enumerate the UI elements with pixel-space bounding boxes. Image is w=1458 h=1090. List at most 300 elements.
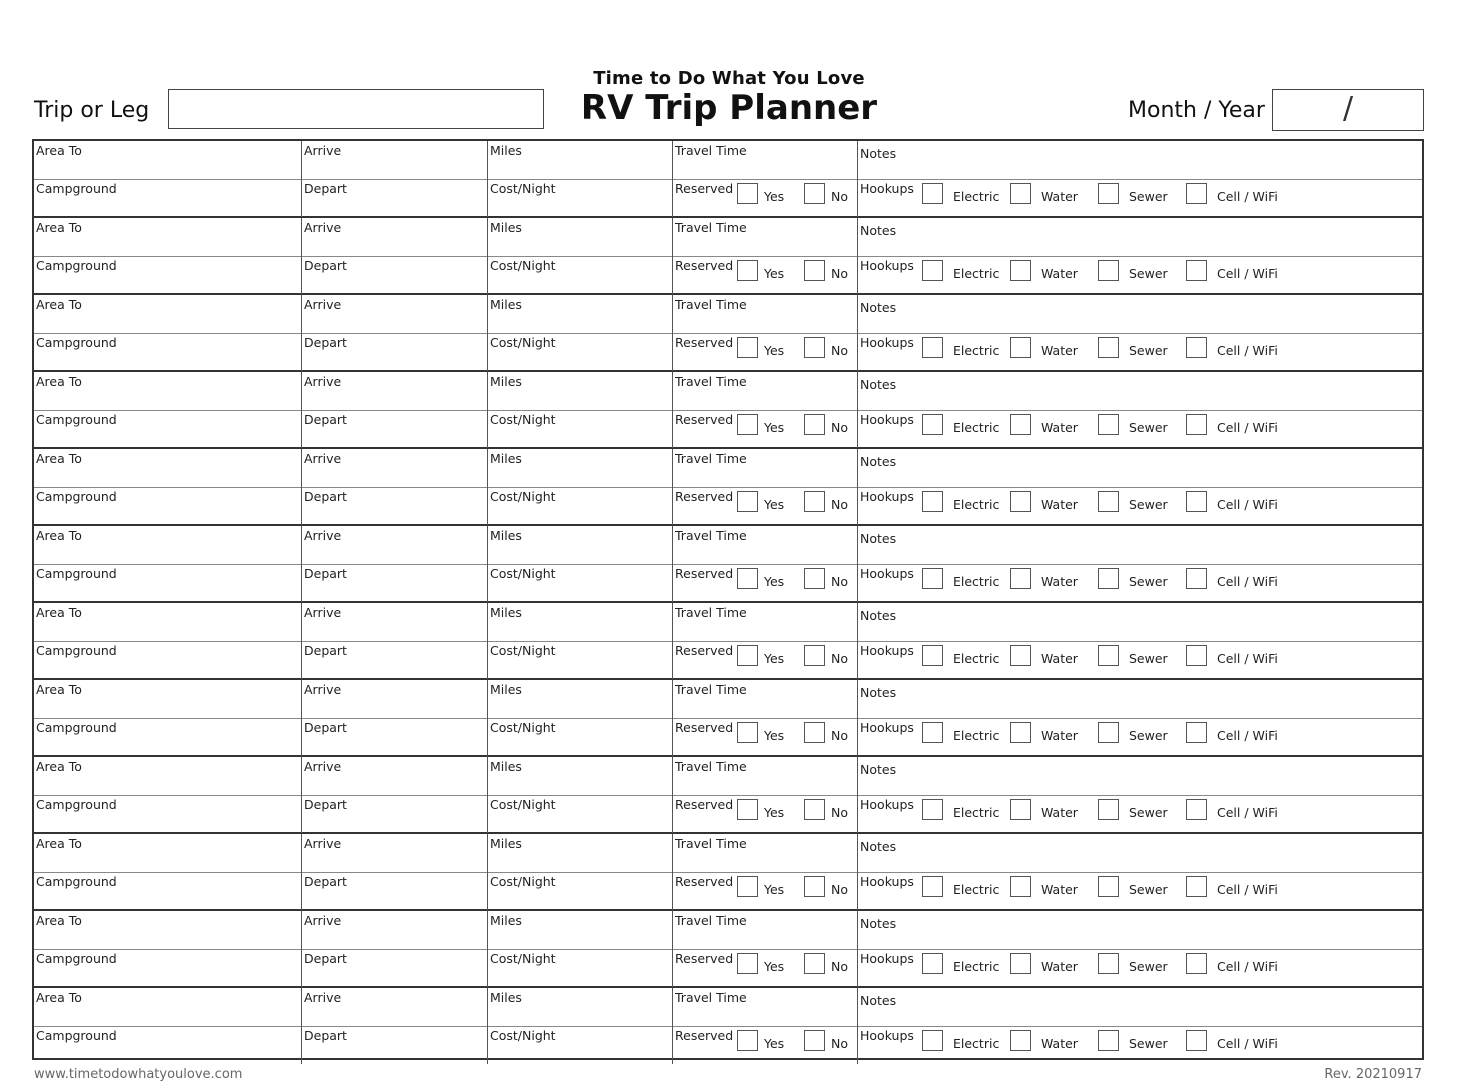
water-checkbox[interactable] bbox=[1010, 722, 1031, 743]
electric-checkbox[interactable] bbox=[922, 645, 943, 666]
water-label: Water bbox=[1041, 651, 1078, 666]
cell-wifi-label: Cell / WiFi bbox=[1217, 189, 1278, 204]
depart-label: Depart bbox=[304, 489, 347, 504]
reserved-yes-checkbox[interactable] bbox=[737, 953, 758, 974]
cost-night-field[interactable] bbox=[488, 795, 673, 833]
notes-field[interactable] bbox=[858, 218, 1422, 256]
trip-entry-top-row bbox=[34, 141, 1422, 180]
area-to-field[interactable] bbox=[34, 834, 302, 872]
hookups-label: Hookups bbox=[860, 258, 914, 273]
campground-field[interactable] bbox=[34, 333, 302, 371]
reserved-no-checkbox[interactable] bbox=[804, 953, 825, 974]
area-to-field[interactable] bbox=[34, 911, 302, 949]
reserved-no-label: No bbox=[831, 651, 848, 666]
cell-wifi-checkbox[interactable] bbox=[1186, 568, 1207, 589]
notes-field[interactable] bbox=[858, 372, 1422, 410]
miles-label: Miles bbox=[490, 374, 522, 389]
travel-time-label: Travel Time bbox=[675, 605, 747, 620]
campground-field[interactable] bbox=[34, 564, 302, 602]
trip-entry-top-row bbox=[34, 449, 1422, 488]
cost-night-field[interactable] bbox=[488, 333, 673, 371]
reserved-yes-label: Yes bbox=[764, 1036, 785, 1051]
depart-field[interactable] bbox=[302, 795, 488, 833]
reserved-field bbox=[673, 641, 858, 679]
reserved-no-checkbox[interactable] bbox=[804, 722, 825, 743]
trip-entry-top-row bbox=[34, 218, 1422, 257]
campground-field[interactable] bbox=[34, 410, 302, 448]
notes-field[interactable] bbox=[858, 449, 1422, 487]
hookups-field bbox=[858, 795, 1422, 833]
reserved-no-checkbox[interactable] bbox=[804, 183, 825, 204]
trip-entry-bottom-row bbox=[34, 795, 1422, 833]
trip-entry-bottom-row bbox=[34, 410, 1422, 448]
trip-entry-top-row bbox=[34, 911, 1422, 950]
campground-field[interactable] bbox=[34, 949, 302, 987]
arrive-label: Arrive bbox=[304, 528, 342, 543]
trip-entry-top-row bbox=[34, 295, 1422, 334]
reserved-yes-checkbox[interactable] bbox=[737, 568, 758, 589]
water-checkbox[interactable] bbox=[1010, 645, 1031, 666]
cost-night-label: Cost/Night bbox=[490, 797, 556, 812]
page-title: RV Trip Planner bbox=[580, 88, 878, 128]
miles-field[interactable] bbox=[488, 526, 673, 564]
campground-label: Campground bbox=[36, 489, 117, 504]
cost-night-field[interactable] bbox=[488, 564, 673, 602]
cell-wifi-label: Cell / WiFi bbox=[1217, 497, 1278, 512]
reserved-field bbox=[673, 487, 858, 525]
sewer-label: Sewer bbox=[1129, 574, 1168, 589]
water-label: Water bbox=[1041, 805, 1078, 820]
notes-label: Notes bbox=[860, 223, 897, 238]
water-label: Water bbox=[1041, 497, 1078, 512]
reserved-field bbox=[673, 1026, 858, 1064]
arrive-label: Arrive bbox=[304, 836, 342, 851]
notes-field[interactable] bbox=[858, 988, 1422, 1026]
campground-field[interactable] bbox=[34, 179, 302, 217]
depart-field[interactable] bbox=[302, 718, 488, 756]
cell-wifi-label: Cell / WiFi bbox=[1217, 420, 1278, 435]
hookups-label: Hookups bbox=[860, 643, 914, 658]
cost-night-label: Cost/Night bbox=[490, 489, 556, 504]
reserved-yes-checkbox[interactable] bbox=[737, 799, 758, 820]
travel-time-label: Travel Time bbox=[675, 990, 747, 1005]
reserved-yes-checkbox[interactable] bbox=[737, 183, 758, 204]
reserved-label: Reserved bbox=[675, 643, 734, 658]
miles-field[interactable] bbox=[488, 218, 673, 256]
electric-label: Electric bbox=[953, 959, 1000, 974]
arrive-field[interactable] bbox=[302, 295, 488, 333]
reserved-label: Reserved bbox=[675, 181, 734, 196]
water-checkbox[interactable] bbox=[1010, 953, 1031, 974]
electric-checkbox[interactable] bbox=[922, 722, 943, 743]
depart-label: Depart bbox=[304, 874, 347, 889]
trip-entry-top-row bbox=[34, 526, 1422, 565]
cost-night-field[interactable] bbox=[488, 949, 673, 987]
sewer-checkbox[interactable] bbox=[1098, 876, 1119, 897]
reserved-no-label: No bbox=[831, 959, 848, 974]
sewer-checkbox[interactable] bbox=[1098, 799, 1119, 820]
reserved-yes-label: Yes bbox=[764, 651, 785, 666]
notes-label: Notes bbox=[860, 377, 897, 392]
depart-field[interactable] bbox=[302, 564, 488, 602]
reserved-no-checkbox[interactable] bbox=[804, 414, 825, 435]
sewer-checkbox[interactable] bbox=[1098, 645, 1119, 666]
trip-entry bbox=[34, 372, 1422, 449]
campground-label: Campground bbox=[36, 335, 117, 350]
travel-time-field[interactable] bbox=[673, 526, 858, 564]
notes-field[interactable] bbox=[858, 757, 1422, 795]
travel-time-field[interactable] bbox=[673, 449, 858, 487]
cost-night-field[interactable] bbox=[488, 872, 673, 910]
electric-checkbox[interactable] bbox=[922, 568, 943, 589]
cost-night-field[interactable] bbox=[488, 641, 673, 679]
hookups-label: Hookups bbox=[860, 335, 914, 350]
sewer-checkbox[interactable] bbox=[1098, 414, 1119, 435]
trip-entry-bottom-row bbox=[34, 872, 1422, 910]
cost-night-label: Cost/Night bbox=[490, 335, 556, 350]
reserved-field bbox=[673, 872, 858, 910]
trip-entry-top-row bbox=[34, 372, 1422, 411]
hookups-field bbox=[858, 256, 1422, 294]
area-to-field[interactable] bbox=[34, 680, 302, 718]
cell-wifi-checkbox[interactable] bbox=[1186, 645, 1207, 666]
arrive-field[interactable] bbox=[302, 526, 488, 564]
reserved-no-checkbox[interactable] bbox=[804, 799, 825, 820]
cost-night-field[interactable] bbox=[488, 410, 673, 448]
water-checkbox[interactable] bbox=[1010, 1030, 1031, 1051]
reserved-no-checkbox[interactable] bbox=[804, 645, 825, 666]
water-checkbox[interactable] bbox=[1010, 491, 1031, 512]
arrive-field[interactable] bbox=[302, 603, 488, 641]
electric-checkbox[interactable] bbox=[922, 337, 943, 358]
cell-wifi-checkbox[interactable] bbox=[1186, 414, 1207, 435]
reserved-yes-label: Yes bbox=[764, 805, 785, 820]
depart-field[interactable] bbox=[302, 179, 488, 217]
miles-field[interactable] bbox=[488, 834, 673, 872]
reserved-label: Reserved bbox=[675, 797, 734, 812]
travel-time-field[interactable] bbox=[673, 911, 858, 949]
area-to-field[interactable] bbox=[34, 295, 302, 333]
travel-time-label: Travel Time bbox=[675, 682, 747, 697]
hookups-field bbox=[858, 641, 1422, 679]
sewer-checkbox[interactable] bbox=[1098, 491, 1119, 512]
reserved-yes-checkbox[interactable] bbox=[737, 645, 758, 666]
campground-field[interactable] bbox=[34, 718, 302, 756]
sewer-checkbox[interactable] bbox=[1098, 337, 1119, 358]
arrive-field[interactable] bbox=[302, 680, 488, 718]
depart-label: Depart bbox=[304, 643, 347, 658]
sewer-checkbox[interactable] bbox=[1098, 260, 1119, 281]
cost-night-field[interactable] bbox=[488, 179, 673, 217]
water-label: Water bbox=[1041, 574, 1078, 589]
travel-time-field[interactable] bbox=[673, 372, 858, 410]
reserved-no-checkbox[interactable] bbox=[804, 876, 825, 897]
cost-night-field[interactable] bbox=[488, 718, 673, 756]
travel-time-field[interactable] bbox=[673, 141, 858, 179]
travel-time-field[interactable] bbox=[673, 295, 858, 333]
reserved-field bbox=[673, 256, 858, 294]
electric-checkbox[interactable] bbox=[922, 876, 943, 897]
sewer-checkbox[interactable] bbox=[1098, 568, 1119, 589]
area-to-label: Area To bbox=[36, 374, 82, 389]
cell-wifi-label: Cell / WiFi bbox=[1217, 1036, 1278, 1051]
reserved-yes-label: Yes bbox=[764, 343, 785, 358]
reserved-yes-checkbox[interactable] bbox=[737, 260, 758, 281]
electric-checkbox[interactable] bbox=[922, 953, 943, 974]
campground-label: Campground bbox=[36, 874, 117, 889]
reserved-yes-checkbox[interactable] bbox=[737, 337, 758, 358]
water-checkbox[interactable] bbox=[1010, 260, 1031, 281]
arrive-field[interactable] bbox=[302, 757, 488, 795]
area-to-field[interactable] bbox=[34, 141, 302, 179]
electric-label: Electric bbox=[953, 574, 1000, 589]
travel-time-field[interactable] bbox=[673, 218, 858, 256]
electric-label: Electric bbox=[953, 882, 1000, 897]
area-to-label: Area To bbox=[36, 913, 82, 928]
cell-wifi-checkbox[interactable] bbox=[1186, 491, 1207, 512]
area-to-label: Area To bbox=[36, 836, 82, 851]
travel-time-field[interactable] bbox=[673, 680, 858, 718]
electric-label: Electric bbox=[953, 651, 1000, 666]
miles-label: Miles bbox=[490, 759, 522, 774]
depart-label: Depart bbox=[304, 258, 347, 273]
reserved-label: Reserved bbox=[675, 566, 734, 581]
depart-label: Depart bbox=[304, 720, 347, 735]
cell-wifi-checkbox[interactable] bbox=[1186, 722, 1207, 743]
reserved-yes-label: Yes bbox=[764, 420, 785, 435]
cost-night-field[interactable] bbox=[488, 487, 673, 525]
travel-time-label: Travel Time bbox=[675, 836, 747, 851]
electric-checkbox[interactable] bbox=[922, 799, 943, 820]
depart-field[interactable] bbox=[302, 256, 488, 294]
miles-field[interactable] bbox=[488, 449, 673, 487]
arrive-label: Arrive bbox=[304, 682, 342, 697]
area-to-field[interactable] bbox=[34, 757, 302, 795]
campground-field[interactable] bbox=[34, 872, 302, 910]
cell-wifi-checkbox[interactable] bbox=[1186, 953, 1207, 974]
reserved-field bbox=[673, 410, 858, 448]
campground-field[interactable] bbox=[34, 795, 302, 833]
trip-entry-bottom-row bbox=[34, 256, 1422, 294]
trip-input[interactable] bbox=[168, 89, 544, 129]
reserved-no-label: No bbox=[831, 420, 848, 435]
notes-label: Notes bbox=[860, 454, 897, 469]
hookups-label: Hookups bbox=[860, 1028, 914, 1043]
month-year-input[interactable]: / bbox=[1272, 89, 1424, 131]
hookups-label: Hookups bbox=[860, 566, 914, 581]
trip-entry bbox=[34, 603, 1422, 680]
hookups-label: Hookups bbox=[860, 951, 914, 966]
miles-field[interactable] bbox=[488, 603, 673, 641]
depart-label: Depart bbox=[304, 412, 347, 427]
depart-field[interactable] bbox=[302, 872, 488, 910]
miles-field[interactable] bbox=[488, 295, 673, 333]
trip-entry-bottom-row bbox=[34, 641, 1422, 679]
campground-label: Campground bbox=[36, 181, 117, 196]
electric-checkbox[interactable] bbox=[922, 183, 943, 204]
area-to-label: Area To bbox=[36, 220, 82, 235]
depart-field[interactable] bbox=[302, 1026, 488, 1064]
campground-label: Campground bbox=[36, 412, 117, 427]
miles-label: Miles bbox=[490, 682, 522, 697]
reserved-no-label: No bbox=[831, 805, 848, 820]
water-checkbox[interactable] bbox=[1010, 414, 1031, 435]
miles-field[interactable] bbox=[488, 372, 673, 410]
campground-field[interactable] bbox=[34, 641, 302, 679]
area-to-field[interactable] bbox=[34, 603, 302, 641]
electric-checkbox[interactable] bbox=[922, 414, 943, 435]
arrive-field[interactable] bbox=[302, 911, 488, 949]
miles-label: Miles bbox=[490, 836, 522, 851]
travel-time-field[interactable] bbox=[673, 988, 858, 1026]
area-to-label: Area To bbox=[36, 143, 82, 158]
area-to-field[interactable] bbox=[34, 449, 302, 487]
cost-night-field[interactable] bbox=[488, 1026, 673, 1064]
hookups-label: Hookups bbox=[860, 874, 914, 889]
area-to-label: Area To bbox=[36, 528, 82, 543]
miles-field[interactable] bbox=[488, 911, 673, 949]
reserved-no-label: No bbox=[831, 574, 848, 589]
trip-entry bbox=[34, 449, 1422, 526]
travel-time-field[interactable] bbox=[673, 834, 858, 872]
cell-wifi-checkbox[interactable] bbox=[1186, 799, 1207, 820]
reserved-yes-checkbox[interactable] bbox=[737, 722, 758, 743]
trip-entry-top-row bbox=[34, 757, 1422, 796]
miles-label: Miles bbox=[490, 913, 522, 928]
notes-field[interactable] bbox=[858, 295, 1422, 333]
arrive-field[interactable] bbox=[302, 218, 488, 256]
campground-field[interactable] bbox=[34, 487, 302, 525]
reserved-yes-checkbox[interactable] bbox=[737, 876, 758, 897]
sewer-label: Sewer bbox=[1129, 651, 1168, 666]
hookups-field bbox=[858, 564, 1422, 602]
depart-label: Depart bbox=[304, 797, 347, 812]
notes-field[interactable] bbox=[858, 526, 1422, 564]
cell-wifi-checkbox[interactable] bbox=[1186, 876, 1207, 897]
miles-field[interactable] bbox=[488, 141, 673, 179]
electric-checkbox[interactable] bbox=[922, 491, 943, 512]
electric-checkbox[interactable] bbox=[922, 260, 943, 281]
notes-field[interactable] bbox=[858, 680, 1422, 718]
water-checkbox[interactable] bbox=[1010, 337, 1031, 358]
arrive-label: Arrive bbox=[304, 374, 342, 389]
trip-entry bbox=[34, 295, 1422, 372]
arrive-field[interactable] bbox=[302, 834, 488, 872]
depart-field[interactable] bbox=[302, 641, 488, 679]
arrive-field[interactable] bbox=[302, 372, 488, 410]
arrive-field[interactable] bbox=[302, 141, 488, 179]
area-to-field[interactable] bbox=[34, 372, 302, 410]
miles-field[interactable] bbox=[488, 680, 673, 718]
electric-checkbox[interactable] bbox=[922, 1030, 943, 1051]
miles-field[interactable] bbox=[488, 988, 673, 1026]
sewer-checkbox[interactable] bbox=[1098, 953, 1119, 974]
reserved-label: Reserved bbox=[675, 1028, 734, 1043]
electric-label: Electric bbox=[953, 189, 1000, 204]
cell-wifi-checkbox[interactable] bbox=[1186, 183, 1207, 204]
cost-night-label: Cost/Night bbox=[490, 951, 556, 966]
area-to-label: Area To bbox=[36, 682, 82, 697]
arrive-field[interactable] bbox=[302, 988, 488, 1026]
reserved-label: Reserved bbox=[675, 720, 734, 735]
reserved-no-checkbox[interactable] bbox=[804, 1030, 825, 1051]
sewer-label: Sewer bbox=[1129, 882, 1168, 897]
cost-night-label: Cost/Night bbox=[490, 874, 556, 889]
depart-field[interactable] bbox=[302, 333, 488, 371]
cell-wifi-checkbox[interactable] bbox=[1186, 260, 1207, 281]
reserved-no-checkbox[interactable] bbox=[804, 337, 825, 358]
reserved-no-checkbox[interactable] bbox=[804, 260, 825, 281]
sewer-checkbox[interactable] bbox=[1098, 1030, 1119, 1051]
reserved-yes-checkbox[interactable] bbox=[737, 491, 758, 512]
hookups-field bbox=[858, 1026, 1422, 1064]
reserved-no-checkbox[interactable] bbox=[804, 491, 825, 512]
cell-wifi-checkbox[interactable] bbox=[1186, 1030, 1207, 1051]
cost-night-label: Cost/Night bbox=[490, 258, 556, 273]
reserved-yes-label: Yes bbox=[764, 959, 785, 974]
water-label: Water bbox=[1041, 728, 1078, 743]
depart-field[interactable] bbox=[302, 487, 488, 525]
travel-time-label: Travel Time bbox=[675, 374, 747, 389]
sewer-checkbox[interactable] bbox=[1098, 722, 1119, 743]
reserved-yes-label: Yes bbox=[764, 882, 785, 897]
reserved-yes-label: Yes bbox=[764, 266, 785, 281]
reserved-no-checkbox[interactable] bbox=[804, 568, 825, 589]
reserved-yes-checkbox[interactable] bbox=[737, 1030, 758, 1051]
sewer-checkbox[interactable] bbox=[1098, 183, 1119, 204]
trip-grid bbox=[32, 139, 1424, 1060]
notes-field[interactable] bbox=[858, 141, 1422, 179]
trip-entry bbox=[34, 834, 1422, 911]
reserved-label: Reserved bbox=[675, 412, 734, 427]
reserved-label: Reserved bbox=[675, 874, 734, 889]
reserved-yes-checkbox[interactable] bbox=[737, 414, 758, 435]
electric-label: Electric bbox=[953, 1036, 1000, 1051]
trip-entry-bottom-row bbox=[34, 333, 1422, 371]
campground-field[interactable] bbox=[34, 256, 302, 294]
notes-field[interactable] bbox=[858, 603, 1422, 641]
water-checkbox[interactable] bbox=[1010, 799, 1031, 820]
trip-entry bbox=[34, 988, 1422, 1065]
footer-revision: Rev. 20210917 bbox=[1324, 1067, 1422, 1082]
water-checkbox[interactable] bbox=[1010, 183, 1031, 204]
notes-field[interactable] bbox=[858, 834, 1422, 872]
area-to-field[interactable] bbox=[34, 526, 302, 564]
campground-field[interactable] bbox=[34, 1026, 302, 1064]
water-checkbox[interactable] bbox=[1010, 876, 1031, 897]
travel-time-field[interactable] bbox=[673, 603, 858, 641]
notes-label: Notes bbox=[860, 608, 897, 623]
cost-night-field[interactable] bbox=[488, 256, 673, 294]
cell-wifi-checkbox[interactable] bbox=[1186, 337, 1207, 358]
travel-time-label: Travel Time bbox=[675, 451, 747, 466]
water-checkbox[interactable] bbox=[1010, 568, 1031, 589]
arrive-label: Arrive bbox=[304, 913, 342, 928]
depart-field[interactable] bbox=[302, 410, 488, 448]
area-to-field[interactable] bbox=[34, 988, 302, 1026]
water-label: Water bbox=[1041, 189, 1078, 204]
miles-field[interactable] bbox=[488, 757, 673, 795]
reserved-field bbox=[673, 564, 858, 602]
travel-time-label: Travel Time bbox=[675, 220, 747, 235]
travel-time-field[interactable] bbox=[673, 757, 858, 795]
campground-label: Campground bbox=[36, 1028, 117, 1043]
notes-field[interactable] bbox=[858, 911, 1422, 949]
reserved-field bbox=[673, 333, 858, 371]
area-to-field[interactable] bbox=[34, 218, 302, 256]
arrive-field[interactable] bbox=[302, 449, 488, 487]
depart-field[interactable] bbox=[302, 949, 488, 987]
